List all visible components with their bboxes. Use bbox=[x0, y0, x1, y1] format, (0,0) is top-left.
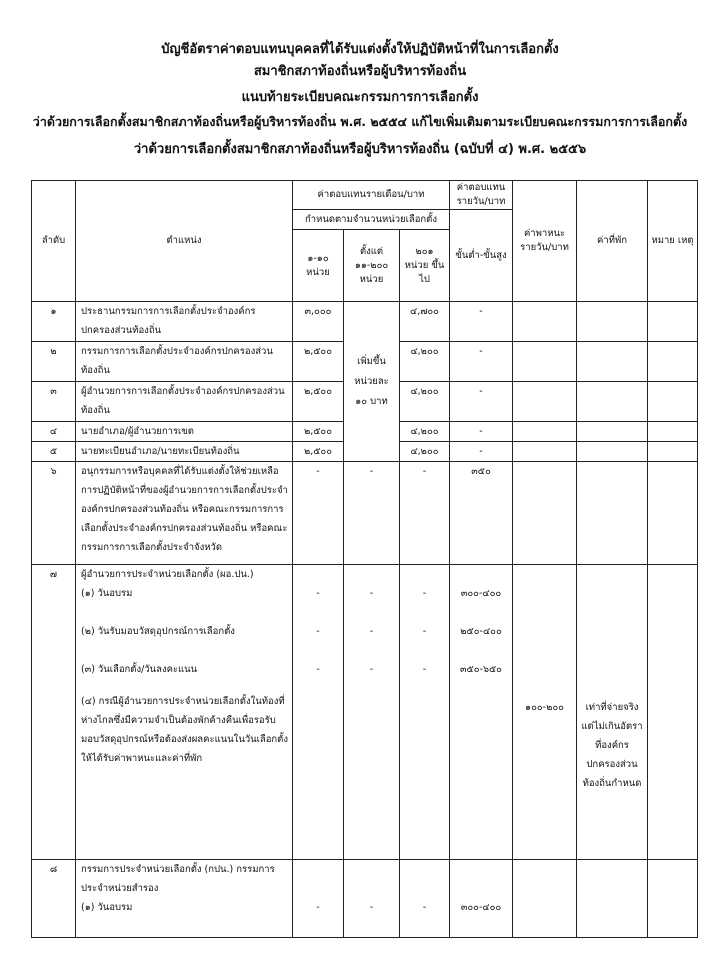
row-daily: - bbox=[450, 342, 513, 382]
title-line-1: บัญชีอัตราค่าตอบแทนบุคคลที่ได้รับแต่งตั้งให้ปฏิบัติหน้าที่ในการเลือกตั้ง bbox=[161, 42, 559, 57]
header-monthly: ค่าตอบแทนรายเดือน/บาท bbox=[293, 181, 450, 210]
row-units-1-10: - - - bbox=[293, 565, 344, 860]
row-daily: - bbox=[450, 422, 513, 442]
header-by-units: กำหนดตามจำนวนหน่วยเลือกตั้ง bbox=[293, 210, 450, 230]
row-no: ๔ bbox=[32, 422, 76, 442]
row-units-201-up: ๔,๗๐๐ bbox=[400, 302, 450, 342]
row7-item1: (๑) วันอบรม bbox=[81, 588, 133, 599]
row-units-1-10: ๒,๕๐๐ bbox=[293, 382, 344, 422]
row-units-11-200: - bbox=[344, 860, 400, 938]
row-units-201-up: - - - bbox=[400, 565, 450, 860]
row-units-1-10: - bbox=[293, 860, 344, 938]
title-line-5: ว่าด้วยการเลือกตั้งสมาชิกสภาท้องถิ่นหรือผู้บริหารท้องถิ่น (ฉบับที่ ๔) พ.ศ. ๒๕๕๖ bbox=[133, 142, 587, 157]
row-position: นายทะเบียนอำเภอ/นายทะเบียนท้องถิ่น bbox=[76, 442, 293, 462]
row-no: ๕ bbox=[32, 442, 76, 462]
row-daily: - bbox=[450, 442, 513, 462]
row-vehicle: ๑๐๐-๒๐๐ bbox=[513, 565, 577, 860]
header-note: หมาย เหตุ bbox=[648, 181, 698, 302]
table-row bbox=[32, 565, 698, 860]
header-units-1-10: ๑-๑๐ หน่วย bbox=[293, 230, 344, 302]
row-daily: ๓๕๐ bbox=[450, 462, 513, 565]
row-units-201-up: ๔,๒๐๐ bbox=[400, 382, 450, 422]
row-position: อนุกรรมการหรือบุคคลที่ได้รับแต่งตั้งให้ช่วยเหลือการปฏิบัติหน้าที่ของผู้อำนวยการการเลือกตั้งประจำองค์กรปกครองส่วนท้องถิ่น หรือคณะกรรมการการเลือกตั้งประจำองค์กรปกครองส่วนท้องถิ่น หรือคณะกรรมการการเลือกตั้งประจำจังหวัด bbox=[76, 462, 293, 565]
row-position: นายอำเภอ/ผู้อำนวยการเขต bbox=[76, 422, 293, 442]
row-units-1-10: ๒,๕๐๐ bbox=[293, 442, 344, 462]
row-units-1-10: ๒,๕๐๐ bbox=[293, 342, 344, 382]
row-units-1-10: ๓,๐๐๐ bbox=[293, 302, 344, 342]
row8-title: กรรมการประจำหน่วยเลือกตั้ง (กปน.) กรรมการประจำหน่วยสำรอง bbox=[81, 864, 275, 894]
row-daily: ๓๐๐-๔๐๐ bbox=[450, 860, 513, 938]
table-row bbox=[32, 302, 698, 342]
row-no: ๘ bbox=[32, 860, 76, 938]
title-line-2: สมาชิกสภาท้องถิ่นหรือผู้บริหารท้องถิ่น bbox=[253, 64, 467, 79]
row-daily: - bbox=[450, 302, 513, 342]
row-position: กรรมการการเลือกตั้งประจำองค์กรปกครองส่วนท้องถิ่น bbox=[76, 342, 293, 382]
row7-item4: (๔) กรณีผู้อำนวยการประจำหน่วยเลือกตั้งในท้องที่ห่างไกลซึ่งมีความจำเป็นต้องพักค้างคืนเพื่อรอรับมอบวัสดุอุปกรณ์หรือต้องส่งผลคะแนนในวันเลือกตั้งให้ได้รับค่าพาหนะและค่าที่พัก bbox=[81, 696, 288, 764]
row8-item1: (๑) วันอบรม bbox=[81, 902, 133, 913]
row-position: ประธานกรรมการการเลือกตั้งประจำองค์กรปกครองส่วนท้องถิ่น bbox=[76, 302, 293, 342]
row-units-201-up: - bbox=[400, 860, 450, 938]
row-units-201-up: ๔,๒๐๐ bbox=[400, 422, 450, 442]
row7-item2: (๒) วันรับมอบวัสดุอุปกรณ์การเลือกตั้ง bbox=[81, 626, 235, 637]
header-no: ลำดับ bbox=[32, 181, 76, 302]
merged-units-11-200: เพิ่มขึ้น หน่วยละ ๑๐ บาท bbox=[344, 302, 400, 462]
row-units-1-10: ๒,๕๐๐ bbox=[293, 422, 344, 442]
row-no: ๖ bbox=[32, 462, 76, 565]
header-daily: ค่าตอบแทน รายวัน/บาท bbox=[450, 181, 513, 210]
row-daily: - bbox=[450, 382, 513, 422]
row-position: ผู้อำนวยการการเลือกตั้งประจำองค์กรปกครองส่วนท้องถิ่น bbox=[76, 382, 293, 422]
header-units-201-up: ๒๐๑ หน่วย ขึ้นไป bbox=[400, 230, 450, 302]
row-daily: ๓๐๐-๔๐๐ ๒๕๐-๔๐๐ ๓๕๐-๖๕๐ bbox=[450, 565, 513, 860]
title-line-3: แนบท้ายระเบียบคณะกรรมการการเลือกตั้ง bbox=[241, 90, 479, 105]
row-no: ๓ bbox=[32, 382, 76, 422]
row7-title: ผู้อำนวยการประจำหน่วยเลือกตั้ง (ผอ.ปน.) bbox=[81, 569, 254, 580]
header-minmax: ขั้นต่ำ-ขั้นสูง bbox=[450, 210, 513, 302]
table-row bbox=[32, 462, 698, 565]
row-no: ๒ bbox=[32, 342, 76, 382]
row-no: ๑ bbox=[32, 302, 76, 342]
row-units-201-up: ๔,๒๐๐ bbox=[400, 442, 450, 462]
table-row bbox=[32, 860, 698, 938]
row-units-1-10: - bbox=[293, 462, 344, 565]
row7-item3: (๓) วันเลือกตั้ง/วันลงคะแนน bbox=[81, 664, 198, 675]
row-position bbox=[76, 860, 293, 938]
row-no: ๗ bbox=[32, 565, 76, 860]
header-position: ตำแหน่ง bbox=[76, 181, 293, 302]
title-line-4: ว่าด้วยการเลือกตั้งสมาชิกสภาท้องถิ่นหรือผู้บริหารท้องถิ่น พ.ศ. ๒๕๕๔ แก้ไขเพิ่มเติมตามระเบียบคณะกรรมการการเลือกตั้ง bbox=[32, 114, 688, 129]
header-lodging: ค่าที่พัก bbox=[577, 181, 648, 302]
row-units-201-up: - bbox=[400, 462, 450, 565]
row-position bbox=[76, 565, 293, 860]
rates-table bbox=[31, 180, 698, 938]
row-units-11-200: - - - bbox=[344, 565, 400, 860]
header-vehicle: ค่าพาหนะ รายวัน/บาท bbox=[513, 181, 577, 302]
row-units-11-200: - bbox=[344, 462, 400, 565]
row-lodging: เท่าที่จ่ายจริงแต่ไม่เกินอัตราที่องค์กรปกครองส่วนท้องถิ่นกำหนด bbox=[577, 565, 648, 860]
header-units-11-200: ตั้งแต่ ๑๑-๒๐๐ หน่วย bbox=[344, 230, 400, 302]
row-units-201-up: ๔,๒๐๐ bbox=[400, 342, 450, 382]
